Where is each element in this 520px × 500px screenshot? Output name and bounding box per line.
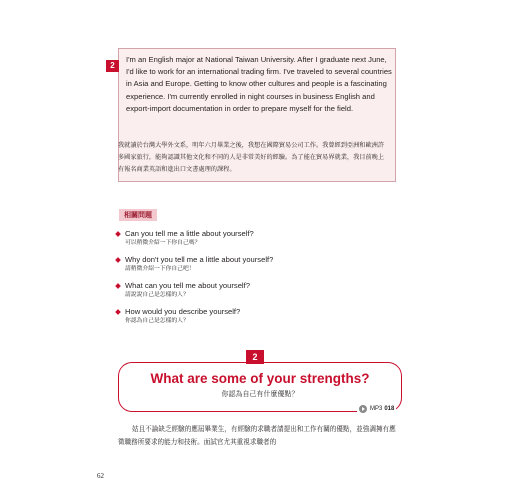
answer-number-badge: 2: [106, 60, 119, 72]
question-english: Can you tell me a little about yourself?: [125, 229, 254, 238]
diamond-bullet-icon: [115, 309, 121, 315]
page-number: 62: [97, 472, 104, 480]
list-item: [114, 307, 414, 333]
play-icon: [359, 405, 367, 413]
section-subtitle: 你認為自己有什麼優點？: [221, 390, 299, 398]
list-item: [114, 255, 414, 281]
mp3-track-number: 018: [384, 406, 395, 412]
mp3-label: MP3: [370, 406, 383, 412]
related-questions-list: [114, 229, 414, 333]
list-item: [114, 229, 414, 255]
body-paragraph: 姑且不論缺乏經驗的應屆畢業生，有經驗的求職者請提出和工作有關的優點，並強調擁有應徵職務所要求的能力和技術。面試官尤其重視求職者的: [118, 425, 396, 446]
question-english: What can you tell me about yourself?: [125, 281, 250, 290]
diamond-bullet-icon: [115, 257, 121, 263]
answer-english-text: I'm an English major at National Taiwan University. After I graduate next June, I'd like to work for an international trading firm. I've traveled to several countries in Asia and Europe. Getting to know other cultures and people is a fascinating experience. I'm currently enrolled in night courses in business English and export-import documentation in order to prepare myself for the field.: [126, 55, 392, 113]
related-questions-label: 相關問題: [119, 209, 157, 221]
question-english: How would you describe yourself?: [125, 307, 241, 316]
question-chinese: 你認為自己是怎樣的人？: [125, 318, 189, 324]
question-chinese: 可以稍微介紹一下你自己嗎？: [125, 240, 201, 246]
section-title: What are some of your strengths?: [150, 371, 370, 386]
diamond-bullet-icon: [115, 231, 121, 237]
diamond-bullet-icon: [115, 283, 121, 289]
answer-chinese-translation: 我就讀於台灣大學外文系，明年六月畢業之後，我想在國際貿易公司工作。我曾經到亞洲和歐洲許多國家旅行，能夠認識其他文化和不同的人是非常美好的經驗。為了能在貿易界就業，我目前晚上有報名商業英語和進出口文書處理的課程。: [118, 142, 385, 174]
question-chinese: 請說說自己是怎樣的人？: [125, 292, 189, 298]
mp3-track[interactable]: [357, 405, 396, 413]
section-number-badge: 2: [246, 350, 264, 364]
question-english: Why don't you tell me a little about yourself?: [125, 255, 274, 264]
list-item: [114, 281, 414, 307]
question-chinese: 請稍微介紹一下你自己吧！: [125, 266, 195, 272]
